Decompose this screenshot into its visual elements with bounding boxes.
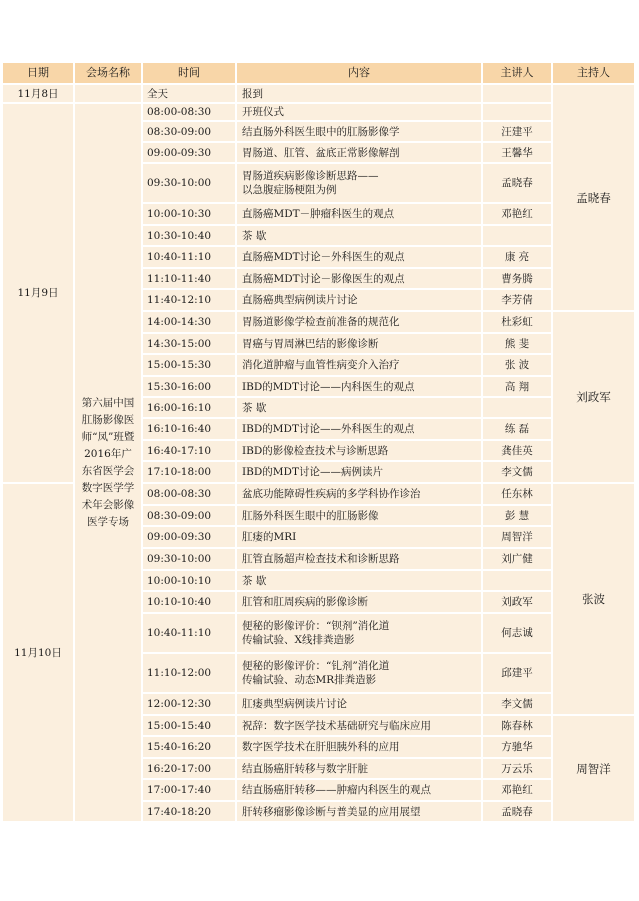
header-host: 主持人 <box>552 62 635 84</box>
time-cell: 17:00-17:40 <box>142 779 236 801</box>
time-cell: 11:10-12:00 <box>142 653 236 693</box>
speaker-cell: 邓艳红 <box>482 203 552 225</box>
speaker-cell: 李文儒 <box>482 461 552 483</box>
content-cell: IBD的MDT讨论——病例读片 <box>236 461 482 483</box>
time-cell: 全天 <box>142 84 236 103</box>
schedule-row <box>2 103 635 121</box>
time-cell: 15:00-15:30 <box>142 354 236 376</box>
speaker-cell: 陈春林 <box>482 715 552 736</box>
content-cell: IBD的影像检查技术与诊断思路 <box>236 440 482 461</box>
content-cell <box>236 653 482 693</box>
content-line-2: 传输试验、动态MR排粪造影 <box>242 674 377 686</box>
content-cell: 祝辞：数字医学技术基础研究与临床应用 <box>236 715 482 736</box>
venue-cell-blank <box>74 84 142 103</box>
speaker-cell: 万云乐 <box>482 758 552 779</box>
time-cell: 10:40-11:10 <box>142 613 236 653</box>
time-cell: 15:30-16:00 <box>142 376 236 397</box>
content-cell: 数字医学技术在肝胆胰外科的应用 <box>236 736 482 758</box>
speaker-cell: 刘广健 <box>482 548 552 570</box>
content-cell: 茶 歇 <box>236 397 482 418</box>
time-cell: 16:40-17:10 <box>142 440 236 461</box>
time-cell: 15:00-15:40 <box>142 715 236 736</box>
header-date: 日期 <box>2 62 74 84</box>
venue-cell: 第六届中国肛肠影像医师“凤”班暨2016年广东省医学会数字医学学术年会影像医学专场 <box>74 103 142 822</box>
content-cell: 肛管和肛周疾病的影像诊断 <box>236 591 482 613</box>
time-cell: 17:10-18:00 <box>142 461 236 483</box>
content-cell: 胃癌与胃周淋巴结的影像诊断 <box>236 333 482 354</box>
content-cell: 结直肠癌肝转移——肿瘤内科医生的观点 <box>236 779 482 801</box>
host-cell: 张波 <box>552 483 635 715</box>
content-cell: 肛瘘的MRI <box>236 526 482 548</box>
time-cell: 09:30-10:00 <box>142 163 236 203</box>
speaker-cell: 方驰华 <box>482 736 552 758</box>
time-cell: 09:00-09:30 <box>142 526 236 548</box>
time-cell: 10:00-10:30 <box>142 203 236 225</box>
content-cell: 肛瘘典型病例读片讨论 <box>236 693 482 715</box>
content-cell <box>236 163 482 203</box>
content-cell: 茶 歇 <box>236 225 482 246</box>
content-line-1: 便秘的影像评价：“钆剂”消化道 <box>242 660 390 672</box>
time-cell: 17:40-18:20 <box>142 801 236 822</box>
time-cell: 16:10-16:40 <box>142 418 236 440</box>
time-cell: 14:00-14:30 <box>142 311 236 333</box>
speaker-cell: 王馨华 <box>482 142 552 163</box>
time-cell: 09:30-10:00 <box>142 548 236 570</box>
content-cell: IBD的MDT讨论——外科医生的观点 <box>236 418 482 440</box>
host-cell: 周智洋 <box>552 715 635 822</box>
speaker-cell: 周智洋 <box>482 526 552 548</box>
time-cell: 10:40-11:10 <box>142 246 236 268</box>
speaker-cell: 康 亮 <box>482 246 552 268</box>
speaker-cell: 邓艳红 <box>482 779 552 801</box>
content-cell: 胃肠道影像学检查前准备的规范化 <box>236 311 482 333</box>
content-cell: 肛肠外科医生眼中的肛肠影像 <box>236 505 482 526</box>
time-cell: 11:40-12:10 <box>142 289 236 311</box>
time-cell: 12:00-12:30 <box>142 693 236 715</box>
content-cell: 直肠癌MDT－肿瘤科医生的观点 <box>236 203 482 225</box>
content-cell: 胃肠道、肛管、盆底正常影像解剖 <box>236 142 482 163</box>
content-cell: 盆底功能障碍性疾病的多学科协作诊治 <box>236 483 482 505</box>
content-cell: 结直肠外科医生眼中的肛肠影像学 <box>236 121 482 142</box>
speaker-cell <box>482 570 552 591</box>
time-cell: 08:30-09:00 <box>142 505 236 526</box>
speaker-cell: 孟晓春 <box>482 163 552 203</box>
header-time: 时间 <box>142 62 236 84</box>
content-cell: IBD的MDT讨论——内科医生的观点 <box>236 376 482 397</box>
date-cell: 11月9日 <box>2 103 74 483</box>
speaker-cell: 熊 斐 <box>482 333 552 354</box>
host-cell: 孟晓春 <box>552 84 635 311</box>
time-cell: 14:30-15:00 <box>142 333 236 354</box>
content-cell <box>236 613 482 653</box>
content-line-1: 胃肠道疾病影像诊断思路—— <box>242 170 379 182</box>
speaker-cell: 何志诚 <box>482 613 552 653</box>
speaker-cell: 孟晓春 <box>482 801 552 822</box>
speaker-cell: 张 波 <box>482 354 552 376</box>
time-cell: 16:00-16:10 <box>142 397 236 418</box>
speaker-cell <box>482 397 552 418</box>
time-cell: 15:40-16:20 <box>142 736 236 758</box>
time-cell: 10:10-10:40 <box>142 591 236 613</box>
time-cell: 09:00-09:30 <box>142 142 236 163</box>
content-cell: 报到 <box>236 84 482 103</box>
schedule-table <box>2 62 635 822</box>
header-row <box>2 62 635 84</box>
time-cell: 11:10-11:40 <box>142 268 236 289</box>
speaker-cell: 李文儒 <box>482 693 552 715</box>
speaker-cell: 彭 慧 <box>482 505 552 526</box>
time-cell: 16:20-17:00 <box>142 758 236 779</box>
speaker-cell: 杜彩虹 <box>482 311 552 333</box>
date-cell: 11月10日 <box>2 483 74 822</box>
content-cell: 消化道肿瘤与血管性病变介入治疗 <box>236 354 482 376</box>
header-content: 内容 <box>236 62 482 84</box>
speaker-cell <box>482 84 552 103</box>
time-cell: 08:00-08:30 <box>142 103 236 121</box>
content-cell: 茶 歇 <box>236 570 482 591</box>
header-speaker: 主讲人 <box>482 62 552 84</box>
time-cell: 10:30-10:40 <box>142 225 236 246</box>
time-cell: 08:30-09:00 <box>142 121 236 142</box>
speaker-cell: 曹务腾 <box>482 268 552 289</box>
content-line-2: 传输试验、X线排粪造影 <box>242 634 355 646</box>
speaker-cell: 高 翔 <box>482 376 552 397</box>
speaker-cell: 任东林 <box>482 483 552 505</box>
speaker-cell <box>482 103 552 121</box>
time-cell: 10:00-10:10 <box>142 570 236 591</box>
schedule-row <box>2 84 635 103</box>
speaker-cell: 汪建平 <box>482 121 552 142</box>
content-cell: 肝转移瘤影像诊断与普美显的应用展望 <box>236 801 482 822</box>
speaker-cell: 李芳倩 <box>482 289 552 311</box>
speaker-cell: 练 磊 <box>482 418 552 440</box>
content-line-2: 以急腹症肠梗阻为例 <box>242 184 337 196</box>
content-cell: 直肠癌MDT讨论－影像医生的观点 <box>236 268 482 289</box>
speaker-cell <box>482 225 552 246</box>
content-cell: 直肠癌MDT讨论－外科医生的观点 <box>236 246 482 268</box>
date-cell: 11月8日 <box>2 84 74 103</box>
content-cell: 直肠癌典型病例读片讨论 <box>236 289 482 311</box>
content-line-1: 便秘的影像评价：“钡剂”消化道 <box>242 620 390 632</box>
speaker-cell: 龚佳英 <box>482 440 552 461</box>
host-cell: 刘政军 <box>552 311 635 483</box>
content-cell: 结直肠癌肝转移与数字肝脏 <box>236 758 482 779</box>
time-cell: 08:00-08:30 <box>142 483 236 505</box>
content-cell: 肛管直肠超声检查技术和诊断思路 <box>236 548 482 570</box>
header-venue: 会场名称 <box>74 62 142 84</box>
speaker-cell: 刘政军 <box>482 591 552 613</box>
speaker-cell: 邱建平 <box>482 653 552 693</box>
content-cell: 开班仪式 <box>236 103 482 121</box>
